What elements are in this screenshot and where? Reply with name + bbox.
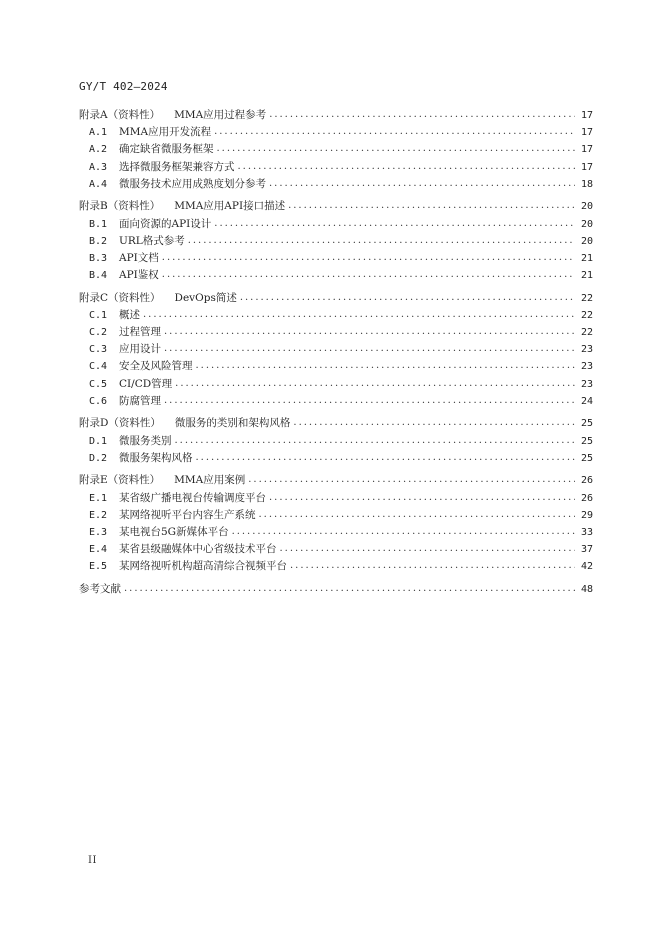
toc-page-number: 48 — [580, 583, 593, 595]
toc-entry-c5[interactable] — [79, 376, 593, 393]
toc-entry-appendix-d[interactable] — [79, 415, 593, 432]
toc-page-number: 29 — [580, 509, 593, 521]
toc-section-code: D.1 — [89, 435, 108, 447]
toc-appendix-label: 附录D（资料性） — [79, 417, 161, 430]
toc-page-number: 26 — [580, 475, 593, 487]
toc-entry-title: 某省级广播电视台传输调度平台 — [119, 491, 266, 504]
toc-section-code: B.1 — [89, 218, 108, 230]
dot-leader — [164, 393, 575, 410]
dot-leader — [214, 216, 575, 233]
toc-entry-a2[interactable] — [79, 141, 593, 158]
toc-page-number: 22 — [580, 292, 593, 304]
toc-entry-title: 参考文献 — [79, 582, 121, 595]
toc-page-number: 20 — [580, 218, 593, 230]
toc-entry-appendix-a[interactable] — [79, 107, 593, 124]
toc-section-code: B.4 — [89, 270, 108, 282]
toc-entry-title: 微服务技术应用成熟度划分参考 — [119, 177, 266, 190]
toc-section-code: E.3 — [89, 526, 108, 538]
toc-entry-b1[interactable] — [79, 216, 593, 233]
toc-entry-appendix-e[interactable] — [79, 472, 593, 489]
toc-entry-e5[interactable] — [79, 558, 593, 575]
toc-entry-appendix-c[interactable] — [79, 290, 593, 307]
toc-page-number: 18 — [580, 178, 593, 190]
toc-page-number: 37 — [580, 544, 593, 556]
toc-page-number: 17 — [580, 161, 593, 173]
toc-section-code: C.2 — [89, 327, 108, 339]
toc-page-number: 23 — [580, 344, 593, 356]
dot-leader — [196, 358, 576, 375]
toc-entry-title: DevOps简述 — [174, 291, 237, 304]
toc-section-code: E.2 — [89, 509, 108, 521]
toc-entry-title: 某电视台5G新媒体平台 — [119, 525, 229, 538]
dot-leader — [293, 415, 575, 432]
toc-appendix-label: 附录E（资料性） — [79, 474, 161, 487]
toc-entry-e4[interactable] — [79, 541, 593, 558]
dot-leader — [162, 250, 575, 267]
toc-section-code: D.2 — [89, 452, 108, 464]
toc-section-code: A.3 — [89, 161, 108, 173]
toc-appendix-label: 附录A（资料性） — [79, 109, 161, 121]
dot-leader — [164, 324, 575, 341]
toc-section-code: C.4 — [89, 361, 108, 373]
document-id-header: GY/T 402—2024 — [79, 80, 168, 93]
toc-entry-title: CI/CD管理 — [119, 377, 173, 390]
dot-leader — [269, 176, 575, 193]
dot-leader — [164, 341, 575, 358]
dot-leader — [288, 198, 575, 215]
toc-entry-title: API鉴权 — [119, 269, 159, 282]
toc-page-number: 22 — [580, 327, 593, 339]
toc-section-code: B.3 — [89, 252, 108, 264]
dot-leader — [232, 524, 575, 541]
toc-page-number: 42 — [580, 561, 593, 573]
dot-leader — [188, 233, 575, 250]
dot-leader — [196, 450, 576, 467]
toc-entry-title: MMA应用开发流程 — [119, 126, 212, 139]
toc-entry-b3[interactable] — [79, 250, 593, 267]
table-of-contents — [79, 107, 593, 598]
toc-page-number: 23 — [580, 361, 593, 373]
toc-page-number: 20 — [580, 235, 593, 247]
toc-entry-c2[interactable] — [79, 324, 593, 341]
toc-section-code: E.5 — [89, 561, 108, 573]
toc-appendix-label: 附录B（资料性） — [79, 200, 161, 213]
toc-section-code: C.1 — [89, 309, 108, 321]
dot-leader — [269, 107, 575, 124]
dot-leader — [290, 558, 575, 575]
toc-section-code: E.4 — [89, 544, 108, 556]
toc-entry-title: 微服务的类别和架构风格 — [174, 417, 291, 430]
dot-leader — [124, 581, 575, 598]
toc-entry-e3[interactable] — [79, 524, 593, 541]
toc-entry-title: 某网络视听机构超高清综合视频平台 — [119, 560, 287, 573]
toc-entry-title: 防腐管理 — [119, 394, 161, 407]
dot-leader — [175, 433, 576, 450]
toc-page-number: 17 — [580, 110, 593, 121]
toc-entry-title: 过程管理 — [119, 326, 161, 339]
toc-entry-e1[interactable] — [79, 490, 593, 507]
toc-page-number: 20 — [580, 201, 593, 213]
toc-page-number: 22 — [580, 309, 593, 321]
toc-entry-title: 确定缺省微服务框架 — [119, 143, 214, 156]
toc-page-number: 21 — [580, 270, 593, 282]
toc-entry-a4[interactable] — [79, 176, 593, 193]
toc-entry-title: URL格式参考 — [119, 234, 185, 247]
dot-leader — [162, 267, 575, 284]
toc-entry-b2[interactable] — [79, 233, 593, 250]
toc-entry-title: 概述 — [119, 308, 140, 321]
toc-appendix-label: 附录C（资料性） — [79, 291, 161, 304]
dot-leader — [214, 124, 575, 141]
toc-page-number: 23 — [580, 378, 593, 390]
toc-section-code: A.4 — [89, 178, 108, 190]
toc-entry-title: 某网络视听平台内容生产系统 — [119, 508, 256, 521]
toc-entry-title: 某省县级融媒体中心省级技术平台 — [119, 543, 277, 556]
toc-section-code: A.2 — [89, 144, 108, 156]
toc-page-number: 25 — [580, 435, 593, 447]
toc-section-code: B.2 — [89, 235, 108, 247]
toc-page-number: 17 — [580, 127, 593, 139]
dot-leader — [217, 141, 576, 158]
dot-leader — [143, 307, 575, 324]
toc-section-code: C.3 — [89, 344, 108, 356]
toc-entry-b4[interactable] — [79, 267, 593, 284]
dot-leader — [238, 159, 576, 176]
toc-entry-a1[interactable] — [79, 124, 593, 141]
toc-page-number: 17 — [580, 144, 593, 156]
toc-page-number: 25 — [580, 418, 593, 430]
toc-section-code: C.6 — [89, 395, 108, 407]
toc-page-number: 21 — [580, 252, 593, 264]
toc-entry-a3[interactable] — [79, 159, 593, 176]
toc-entry-title: 面向资源的API设计 — [119, 217, 212, 230]
toc-entry-appendix-b[interactable] — [79, 198, 593, 215]
toc-entry-c4[interactable] — [79, 358, 593, 375]
dot-leader — [280, 541, 576, 558]
toc-entry-title: 安全及风险管理 — [119, 360, 193, 373]
toc-entry-c3[interactable] — [79, 341, 593, 358]
toc-entry-e2[interactable] — [79, 507, 593, 524]
toc-entry-title: 微服务类别 — [119, 434, 172, 447]
toc-entry-d2[interactable] — [79, 450, 593, 467]
toc-entry-title: API文档 — [119, 251, 159, 264]
toc-entry-title: MMA应用API接口描述 — [174, 200, 286, 213]
toc-entry-title: 选择微服务框架兼容方式 — [119, 160, 235, 173]
toc-entry-c1[interactable] — [79, 307, 593, 324]
toc-entry-d1[interactable] — [79, 433, 593, 450]
toc-entry-title: 微服务架构风格 — [119, 451, 193, 464]
toc-entry-title: MMA应用过程参考 — [174, 109, 267, 121]
toc-section-code: E.1 — [89, 492, 108, 504]
toc-page-number: 33 — [580, 526, 593, 538]
toc-page-number: 25 — [580, 452, 593, 464]
toc-page-number: 24 — [580, 395, 593, 407]
dot-leader — [259, 507, 576, 524]
toc-entry-title: 应用设计 — [119, 343, 161, 356]
dot-leader — [175, 376, 575, 393]
dot-leader — [240, 290, 575, 307]
toc-entry-title: MMA应用案例 — [174, 474, 246, 487]
toc-page-number: 26 — [580, 492, 593, 504]
dot-leader — [269, 490, 575, 507]
page-number-footer: II — [88, 855, 97, 866]
toc-section-code: A.1 — [89, 127, 108, 139]
dot-leader — [248, 472, 575, 489]
toc-entry-c6[interactable] — [79, 393, 593, 410]
toc-entry-references[interactable] — [79, 581, 593, 598]
toc-section-code: C.5 — [89, 378, 108, 390]
